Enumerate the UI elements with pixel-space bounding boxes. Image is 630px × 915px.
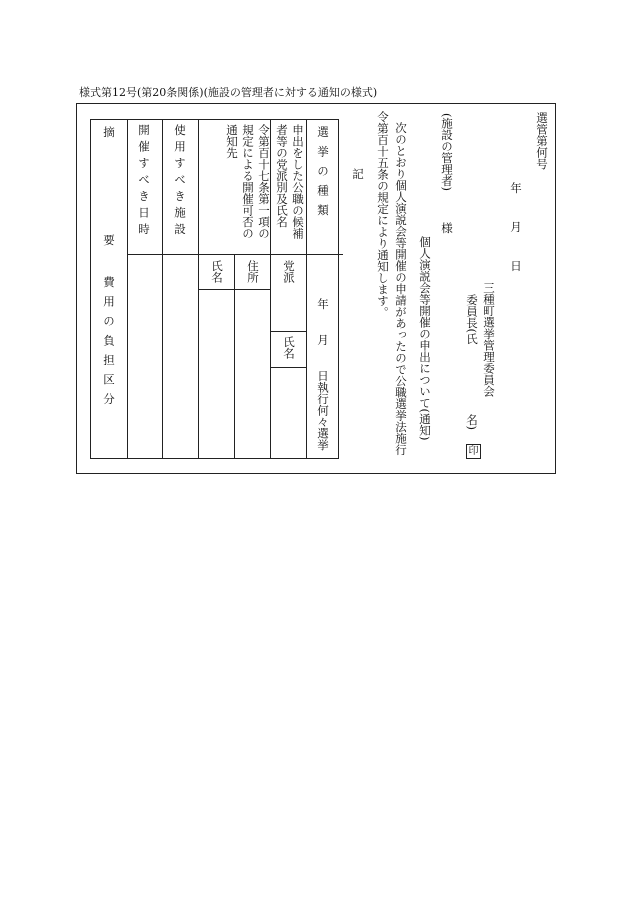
header-remarks-top: 摘	[102, 126, 116, 138]
issuer-organization: 三種町選挙管理委員会	[482, 282, 496, 397]
subject-title: 個人演説会等開催の申出について(通知)	[418, 236, 432, 441]
header-notice-2: 規定による開催可否の	[241, 124, 255, 239]
header-candidate-2: 者等の党派別及氏名	[275, 124, 289, 228]
candidate-name-label: 氏名	[282, 336, 296, 359]
body-line-2: 令第百十五条の規定により通知します。	[376, 111, 390, 318]
election-day-type: 日執行何々選挙	[316, 370, 330, 451]
issuer-name-suffix: 名)	[465, 414, 479, 430]
addressee-name: (施設の管理者)	[440, 113, 454, 191]
seal-mark: 印	[466, 444, 481, 459]
document-number: 選管第何号	[535, 112, 549, 170]
header-remarks-bottom: 要	[102, 234, 116, 246]
notice-address-label: 住所	[246, 260, 260, 283]
election-year: 年	[316, 298, 330, 310]
body-line-1: 次のとおり個人演説会等開催の申請があったので公職選挙法施行	[394, 122, 408, 456]
notice-name-label: 氏名	[210, 260, 224, 283]
form-caption: 様式第12号(第20条関係)(施設の管理者に対する通知の様式)	[79, 86, 378, 99]
addressee-honorific: 様	[440, 222, 454, 234]
remarks-cost-burden: 費用の負担区分	[102, 276, 116, 413]
party-label: 党派	[282, 260, 296, 283]
ki-mark: 記	[351, 168, 365, 180]
header-facility: 使用すべき施設	[173, 124, 187, 240]
header-notice-3: 通知先	[225, 124, 239, 159]
issuer-title: 委員長(氏	[465, 294, 479, 345]
issue-date: 年 月 日	[509, 182, 523, 280]
election-month: 月	[316, 334, 330, 346]
header-datetime: 開催すべき日時	[137, 124, 151, 240]
header-notice-1: 令第百十七条第一項の	[257, 124, 271, 239]
header-election-type: 選挙の種類	[316, 126, 330, 224]
header-candidate-1: 申出をした公職の候補	[291, 124, 305, 239]
